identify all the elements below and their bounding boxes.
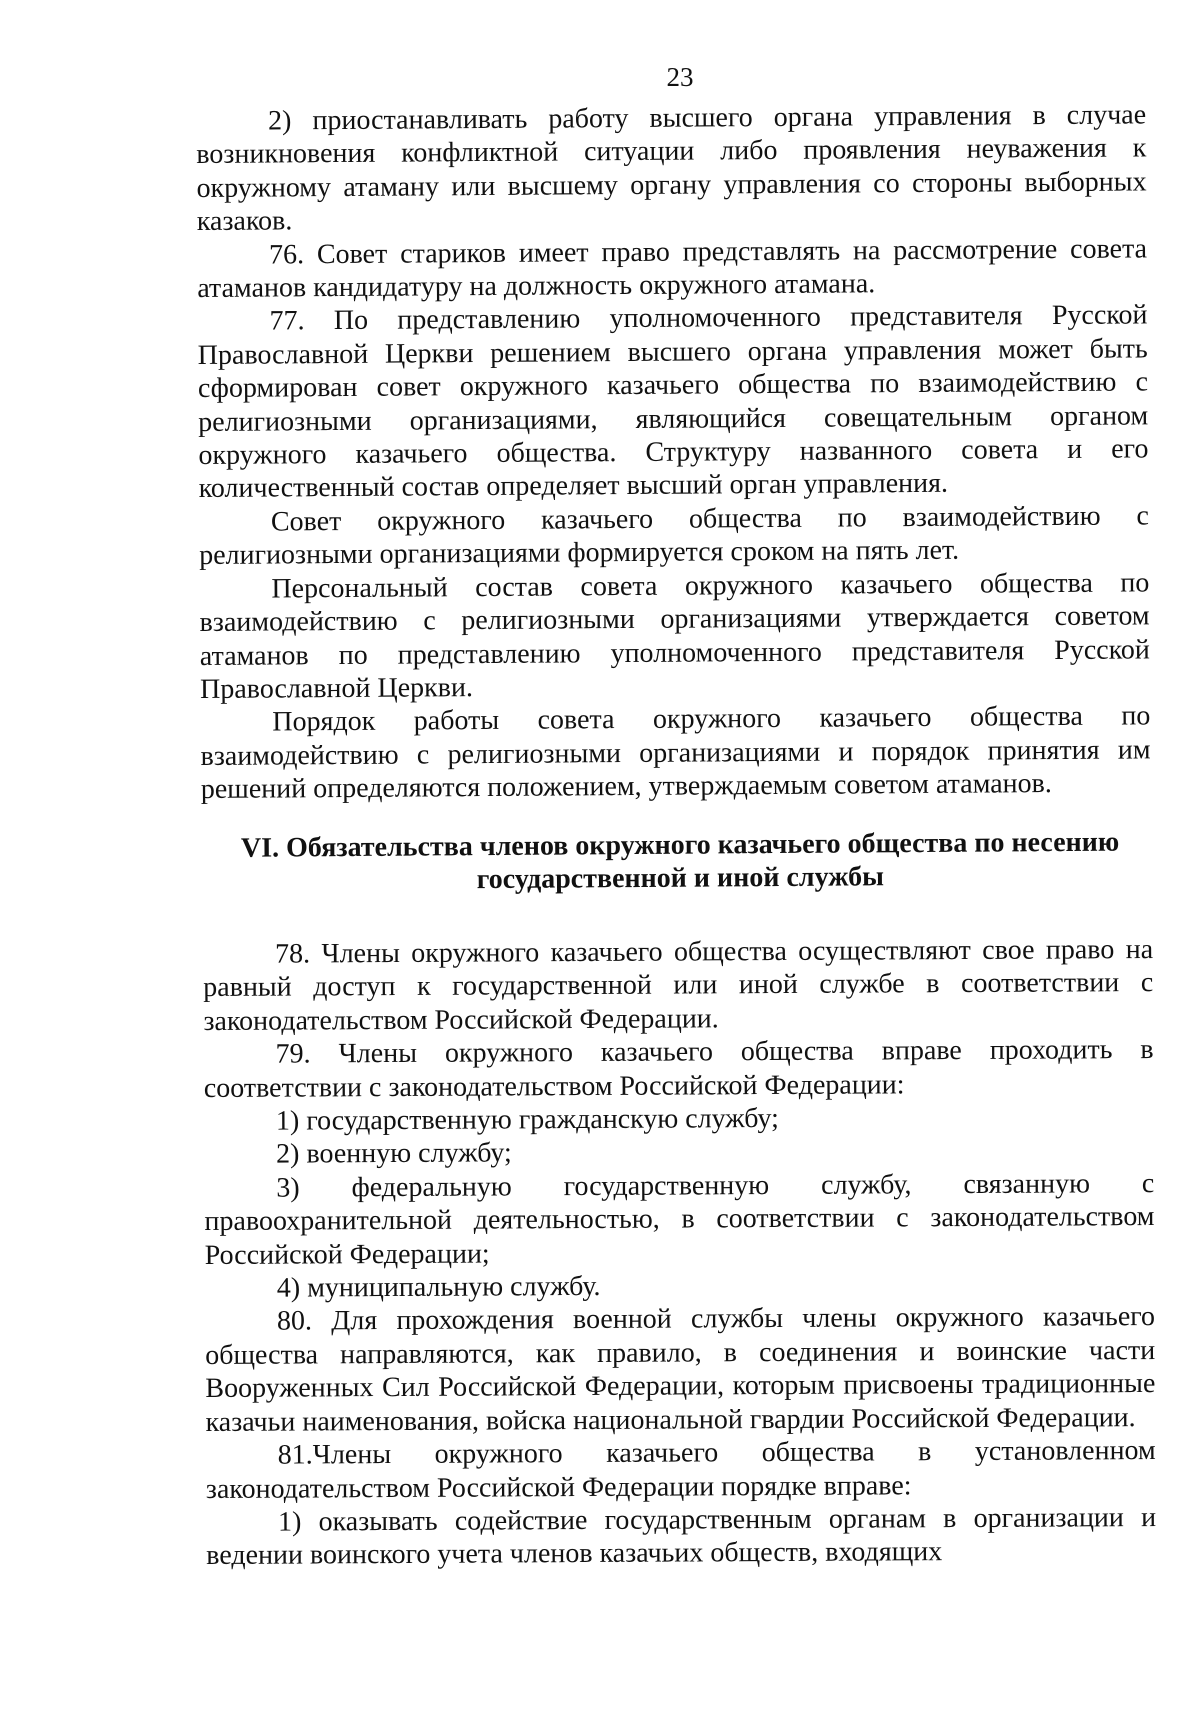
paragraph: 79. Члены окружного казачьего общества вправе проходить в соответствии с законодательством Российской Федерации: bbox=[203, 1034, 1154, 1104]
list-item: 3) федеральную государственную службу, связанную с правоохранительной деятельностью, в соответствии с законодательством Российской Федерации; bbox=[204, 1167, 1155, 1271]
paragraph: 81.Члены окружного казачьего общества в установленном законодательством Российской Федерации порядке вправе: bbox=[205, 1435, 1156, 1505]
section-heading bbox=[205, 825, 1155, 898]
heading-line: государственной и иной службы bbox=[476, 861, 885, 896]
paragraph: 2) приостанавливать работу высшего органа управления в случае возникновения конфликтной ситуации либо проявления неуважения к окружному атаману или высшему органу управления со стороны выборных казаков. bbox=[196, 99, 1147, 238]
list-item: 2) военную службу; bbox=[276, 1137, 512, 1171]
text-block-top bbox=[196, 98, 1151, 806]
paragraph: 76. Совет стариков имеет право представлять на рассмотрение совета атаманов кандидатуру на должность окружного атамана. bbox=[197, 232, 1148, 305]
list-item: 4) муниципальную службу. bbox=[276, 1270, 601, 1304]
paragraph: Персональный состав совета окружного казачьего общества по взаимодействию с религиозными организациями утверждается советом атаманов по представлению уполномоченного представителя Русской Православной Церкви. bbox=[199, 567, 1150, 705]
list-item: 1) государственную гражданскую службу; bbox=[275, 1103, 779, 1137]
list-item: 1) оказывать содействие государственным органам в организации и ведении воинского учета членов казачьих обществ, входящих bbox=[206, 1501, 1157, 1572]
paragraph: Порядок работы совета окружного казачьего общества по взаимодействию с религиозными организациями и порядок принятия им решений определяются положением, утверждаемым советом атаманов. bbox=[200, 700, 1151, 806]
text-block-bottom bbox=[203, 933, 1156, 1573]
paragraph: 78. Члены окружного казачьего общества осуществляют свое право на равный доступ к государственной или иной службе в соответствии с законодательством Российской Федерации. bbox=[203, 934, 1154, 1037]
paragraph: 80. Для прохождения военной службы члены окружного казачьего общества направляются, как правило, в соединения и воинские части Вооруженных Сил Российской Федерации, которым присвоены традиционные казачьи наименования, войска национальной гвардии Российской Федерации. bbox=[205, 1301, 1156, 1438]
paragraph: 77. По представлению уполномоченного представителя Русской Православной Церкви решением высшего органа управления может быть сформирован совет окружного казачьего общества по взаимодействию с религиозными организациями, являющийся совещательным органом окружного казачьего общества. Структуру названного совета и его количественный состав определяет высший орган управления. bbox=[197, 299, 1149, 505]
heading-line: VI. Обязательства членов окружного казачьего общества по несению bbox=[240, 826, 1120, 864]
paragraph: Совет окружного казачьего общества по взаимодействию с религиозными организациями формируется сроком на пять лет. bbox=[199, 500, 1149, 572]
page-number: 23 bbox=[666, 62, 694, 92]
